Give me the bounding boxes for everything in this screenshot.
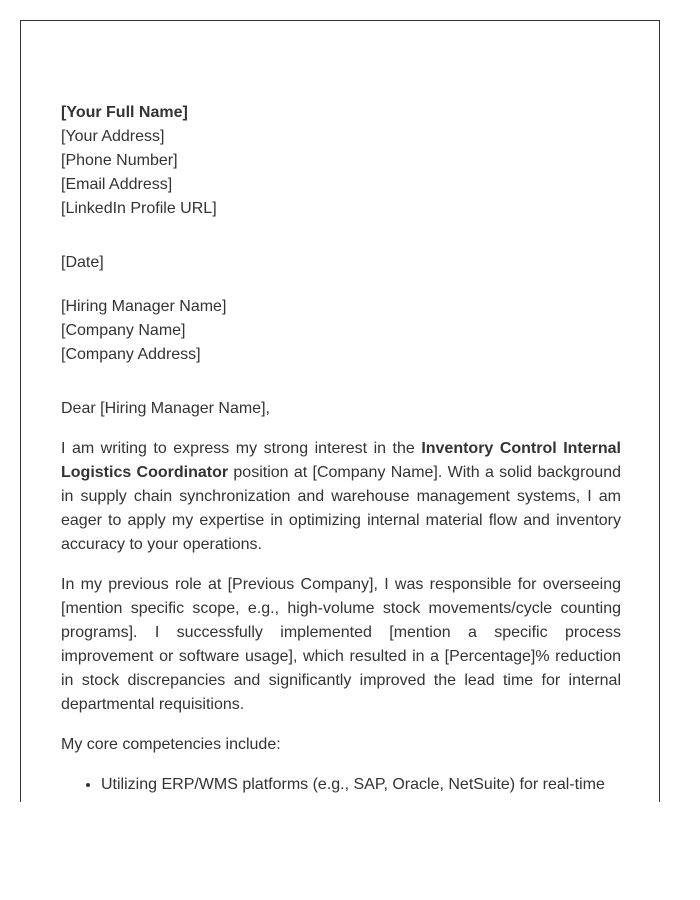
letter-page xyxy=(20,20,660,802)
position-title: Inventory Control Internal Logistics Coordinator xyxy=(61,440,622,481)
paragraph-intro xyxy=(61,437,621,557)
paragraph-intro-before: I am writing to express my strong interest in the xyxy=(61,440,422,457)
sender-phone: [Phone Number] xyxy=(61,152,178,169)
recipient-company-address: [Company Address] xyxy=(61,346,201,363)
sender-full-name: [Your Full Name] xyxy=(61,104,188,121)
competencies-list xyxy=(61,773,621,797)
salutation: Dear [Hiring Manager Name], xyxy=(61,400,270,417)
recipient-manager: [Hiring Manager Name] xyxy=(61,298,227,315)
sender-linkedin: [LinkedIn Profile URL] xyxy=(61,200,217,217)
recipient-company: [Company Name] xyxy=(61,322,186,339)
recipient-block xyxy=(61,295,621,367)
competencies-intro: My core competencies include: xyxy=(61,736,281,753)
paragraph-experience: In my previous role at [Previous Company], I was responsible for overseeing [mention specific scope, e.g., high-volume stock movements/cycle counting programs]. I successfully implemented [mention a specific process improvement or software usage], which resulted in a [Percentage]% reduction in stock discrepancies and significantly improved the lead time for internal departmental requisitions. xyxy=(61,576,621,713)
paragraph-intro-after: position at [Company Name]. With a solid background in supply chain synchronization and warehouse management systems, I am eager to apply my expertise in optimizing internal material flow and inventory accuracy to your operations. xyxy=(61,464,621,553)
sender-address: [Your Address] xyxy=(61,128,165,145)
letter-content xyxy=(61,101,621,797)
sender-block xyxy=(61,101,621,221)
list-item: • Utilizing ERP/WMS platforms (e.g., SAP, Oracle, NetSuite) for real-time xyxy=(101,773,621,797)
letter-date: [Date] xyxy=(61,254,104,271)
sender-email: [Email Address] xyxy=(61,176,173,193)
